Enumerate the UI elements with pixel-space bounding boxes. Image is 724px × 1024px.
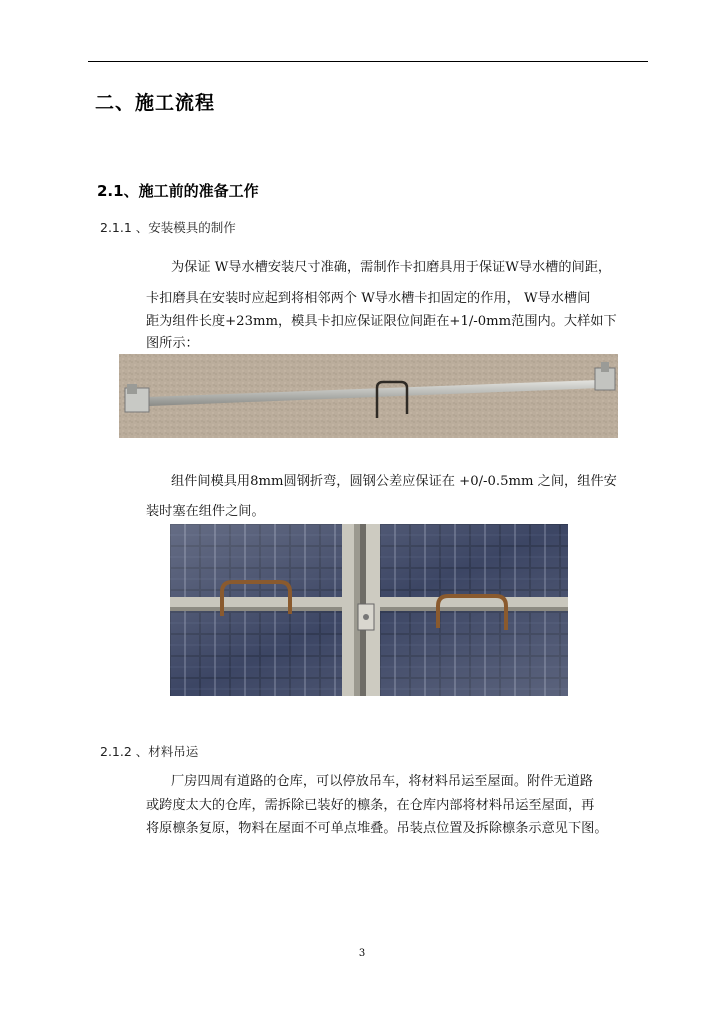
para1-line1: 为保证 W导水槽安装尺寸准确，需制作卡扣磨具用于保证W导水槽的间距， (171, 260, 612, 275)
para1-line4: 图所示： (146, 336, 199, 351)
para3-line3: 将原檩条复原，物料在屋面不可单点堆叠。吊装点位置及拆除檩条示意见下图。 (146, 821, 608, 836)
item-heading-1: 2.1.1 、安装模具的制作 (100, 220, 236, 235)
solar-panel-clip-photo (170, 524, 568, 696)
section-title: 二、施工流程 (95, 92, 216, 114)
para2-line2: 装时塞在组件之间。 (146, 504, 265, 519)
para3-line1: 厂房四周有道路的仓库，可以停放吊车，将材料吊运至屋面。附件无道路 (171, 774, 593, 789)
para1-line2: 卡扣磨具在安装时应起到将相邻两个 W导水槽卡扣固定的作用， W导水槽间 (146, 291, 591, 306)
mold-jig-photo (119, 354, 618, 438)
subsection-title: 2.1、施工前的准备工作 (97, 182, 259, 200)
para2-line1: 组件间模具用8mm圆钢折弯，圆钢公差应保证在 +0/-0.5mm 之间，组件安 (171, 474, 617, 489)
page-number: 3 (358, 948, 366, 959)
header-rule (88, 61, 648, 62)
para3-line2: 或跨度太大的仓库，需拆除已装好的檩条，在仓库内部将材料吊运至屋面，再 (146, 798, 595, 813)
para1-line3: 距为组件长度+23mm，模具卡扣应保证限位间距在+1/-0mm范围内。大样如下 (146, 314, 617, 329)
item-heading-2: 2.1.2 、材料吊运 (100, 744, 199, 759)
